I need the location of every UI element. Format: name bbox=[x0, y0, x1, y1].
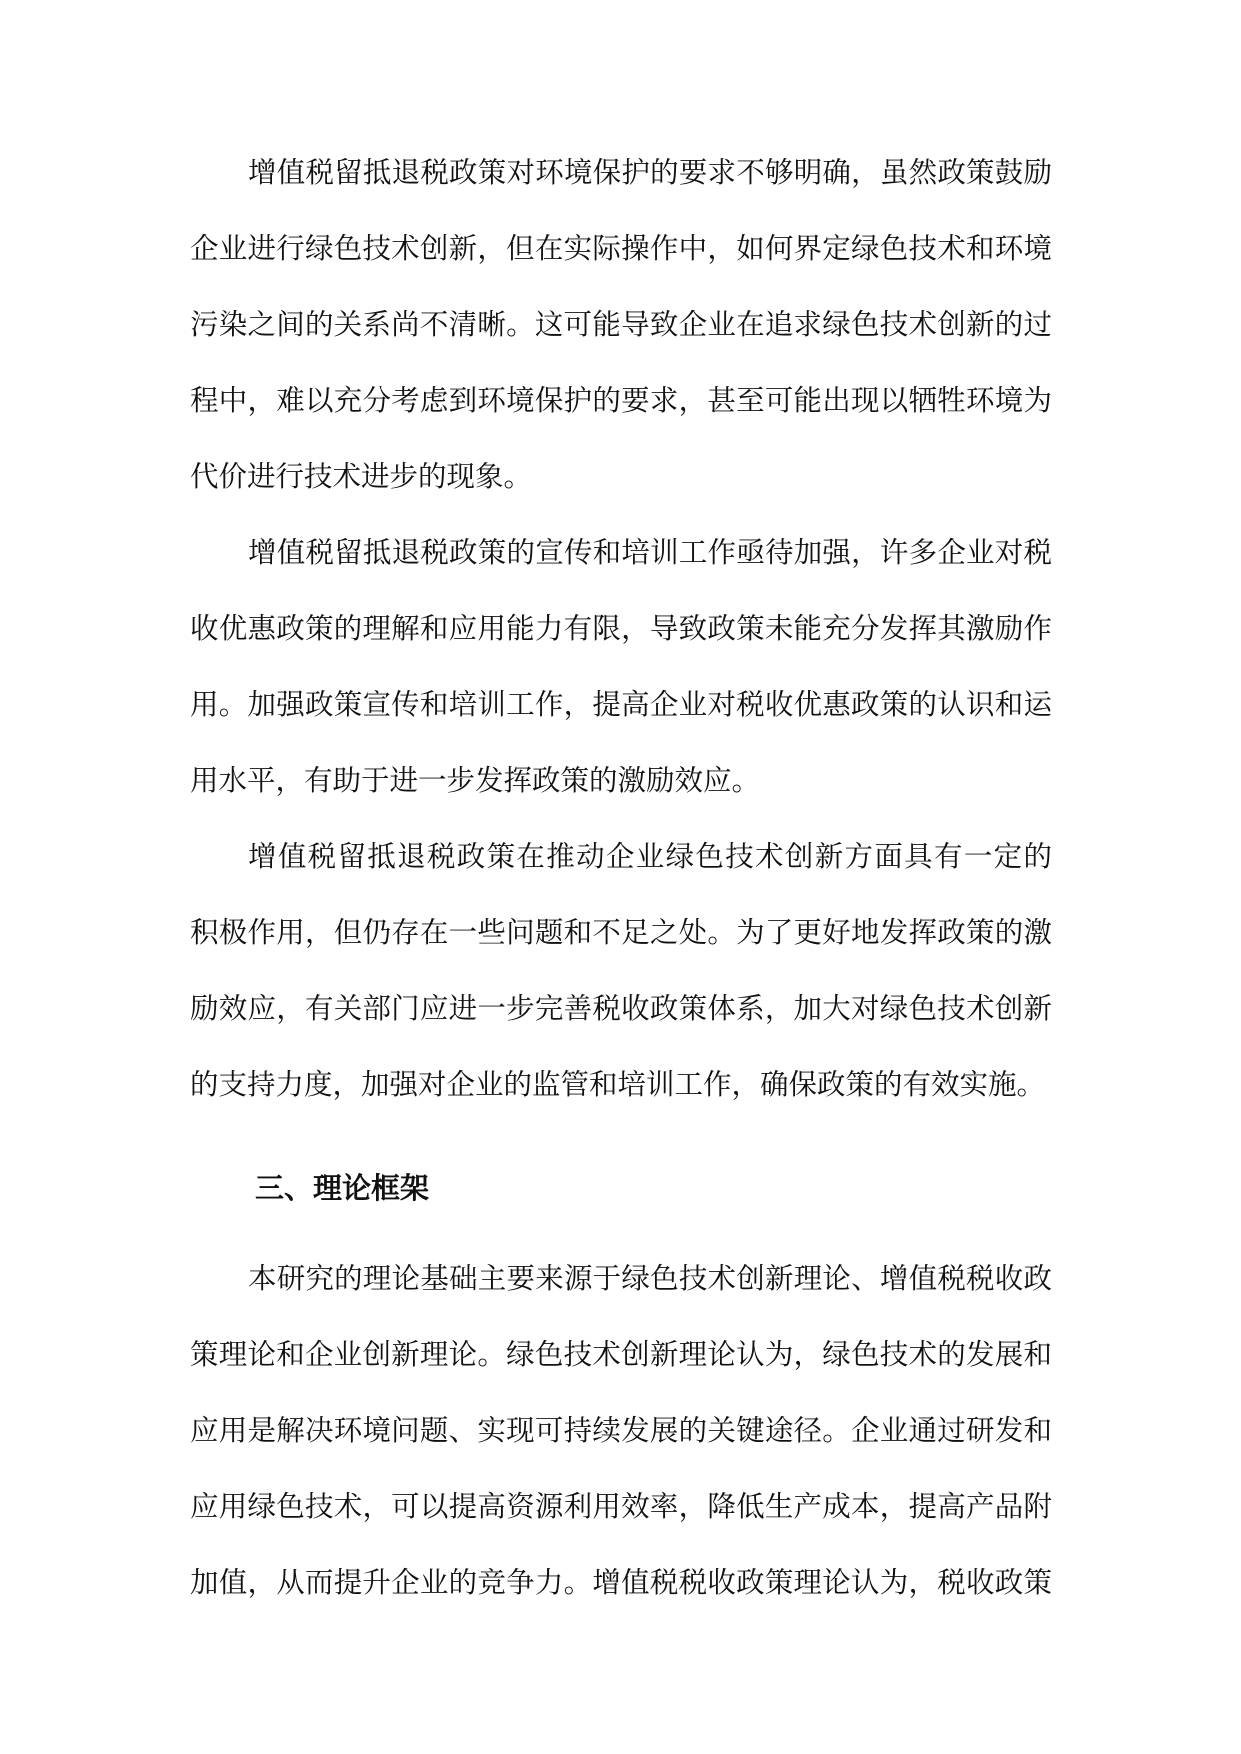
paragraph-1-line-1: 增值税留抵退税政策对环境保护的要求不够明确，虽然政策鼓励 bbox=[248, 156, 1052, 189]
section-paragraph-line-4: 应用绿色技术，可以提高资源利用效率，降低生产成本，提高产品附 bbox=[190, 1490, 1052, 1523]
paragraph-3-line-4: 的支持力度，加强对企业的监管和培训工作，确保政策的有效实施。 bbox=[190, 1068, 1046, 1101]
paragraph-3-line-2: 积极作用，但仍存在一些问题和不足之处。为了更好地发挥政策的激 bbox=[190, 916, 1052, 949]
paragraph-2-line-1: 增值税留抵退税政策的宣传和培训工作亟待加强，许多企业对税 bbox=[248, 536, 1052, 569]
section-heading: 三、理论框架 bbox=[255, 1171, 430, 1205]
paragraph-1-line-5: 代价进行技术进步的现象。 bbox=[190, 460, 533, 493]
paragraph-3-line-3: 励效应，有关部门应进一步完善税收政策体系，加大对绿色技术创新 bbox=[190, 992, 1052, 1025]
paragraph-1-line-4: 程中，难以充分考虑到环境保护的要求，甚至可能出现以牺牲环境为 bbox=[190, 384, 1052, 417]
paragraph-2-line-2: 收优惠政策的理解和应用能力有限，导致政策未能充分发挥其激励作 bbox=[190, 612, 1052, 645]
section-paragraph-line-2: 策理论和企业创新理论。绿色技术创新理论认为，绿色技术的发展和 bbox=[190, 1338, 1052, 1371]
section-paragraph-line-3: 应用是解决环境问题、实现可持续发展的关键途径。企业通过研发和 bbox=[190, 1414, 1052, 1447]
paragraph-1-line-2: 企业进行绿色技术创新，但在实际操作中，如何界定绿色技术和环境 bbox=[190, 232, 1052, 265]
paragraph-3-line-1: 增值税留抵退税政策在推动企业绿色技术创新方面具有一定的 bbox=[248, 840, 1052, 873]
paragraph-2-line-4: 用水平，有助于进一步发挥政策的激励效应。 bbox=[190, 764, 761, 797]
section-paragraph-line-1: 本研究的理论基础主要来源于绿色技术创新理论、增值税税收政 bbox=[248, 1262, 1052, 1295]
paragraph-1-line-3: 污染之间的关系尚不清晰。这可能导致企业在追求绿色技术创新的过 bbox=[190, 308, 1052, 341]
paragraph-2-line-3: 用。加强政策宣传和培训工作，提高企业对税收优惠政策的认识和运 bbox=[190, 688, 1052, 721]
section-paragraph-line-5: 加值，从而提升企业的竞争力。增值税税收政策理论认为，税收政策 bbox=[190, 1566, 1052, 1599]
